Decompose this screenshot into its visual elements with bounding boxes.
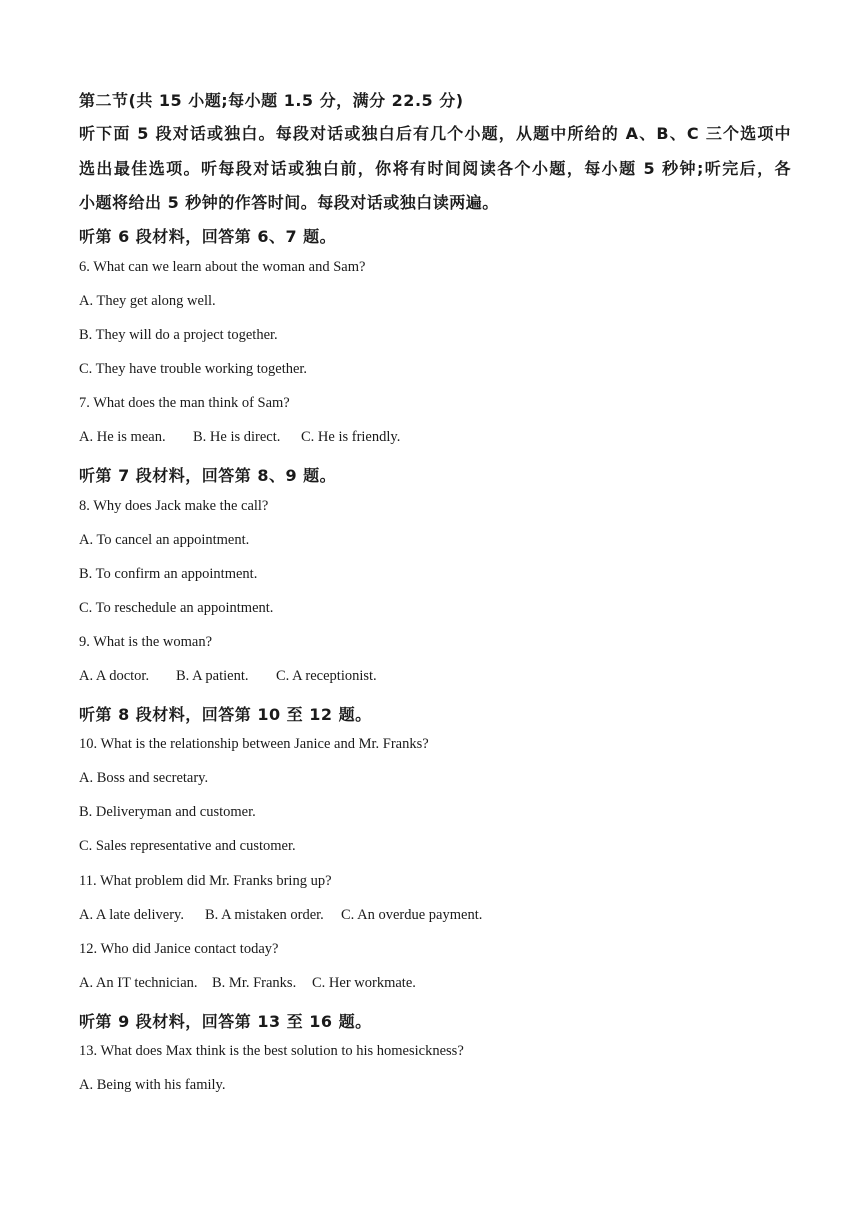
- q8-option-a: A. To cancel an appointment.: [79, 532, 250, 548]
- q11-stem: 11. What problem did Mr. Franks bring up?: [79, 873, 332, 889]
- q11-option-c: C. An overdue payment.: [341, 907, 483, 923]
- q6-option-c: C. They have trouble working together.: [79, 361, 308, 377]
- q10-stem: 10. What is the relationship between Janice and Mr. Franks?: [79, 736, 429, 752]
- q10-option-c: C. Sales representative and customer.: [79, 838, 296, 854]
- q10-option-b: B. Deliveryman and customer.: [79, 804, 256, 820]
- q13-option-a: A. Being with his family.: [79, 1077, 226, 1093]
- passage7-heading: 听第 7 段材料，回答第 8、9 题。: [79, 466, 337, 485]
- q11-option-b: B. A mistaken order.: [205, 907, 324, 923]
- q11-options: [79, 907, 482, 924]
- q9-option-a: A. A doctor.: [79, 668, 150, 684]
- q9-option-c: C. A receptionist.: [276, 668, 377, 684]
- instructions-line-3: 小题将给出 5 秒钟的作答时间。每段对话或独白读两遍。: [79, 193, 499, 212]
- q7-option-c: C. He is friendly.: [301, 429, 401, 445]
- q7-stem: 7. What does the man think of Sam?: [79, 395, 290, 411]
- q7-options: [79, 429, 400, 446]
- q9-stem: 9. What is the woman?: [79, 634, 213, 650]
- q10-option-a: A. Boss and secretary.: [79, 770, 209, 786]
- instructions-line-1: 听下面 5 段对话或独白。每段对话或独白后有几个小题，从题中所给的 A、B、C 三个选项中: [79, 124, 791, 143]
- q8-stem: 8. Why does Jack make the call?: [79, 498, 269, 514]
- passage9-heading: 听第 9 段材料，回答第 13 至 16 题。: [79, 1012, 372, 1031]
- q12-stem: 12. Who did Janice contact today?: [79, 941, 279, 957]
- q13-stem: 13. What does Max think is the best solution to his homesickness?: [79, 1043, 464, 1059]
- q6-stem: 6. What can we learn about the woman and Sam?: [79, 259, 366, 275]
- q7-option-a: A. He is mean.: [79, 429, 166, 445]
- q12-option-b: B. Mr. Franks.: [212, 975, 297, 991]
- q9-options: [79, 668, 377, 685]
- instructions-line-2: 选出最佳选项。听每段对话或独白前，你将有时间阅读各个小题，每小题 5 秒钟;听完后，各: [79, 159, 791, 178]
- passage8-heading: 听第 8 段材料，回答第 10 至 12 题。: [79, 705, 372, 724]
- q12-option-a: A. An IT technician.: [79, 975, 198, 991]
- q8-option-c: C. To reschedule an appointment.: [79, 600, 274, 616]
- q8-option-b: B. To confirm an appointment.: [79, 566, 258, 582]
- q11-option-a: A. A late delivery.: [79, 907, 184, 923]
- q6-option-b: B. They will do a project together.: [79, 327, 278, 343]
- q9-option-b: B. A patient.: [176, 668, 249, 684]
- section-title: 第二节(共 15 小题;每小题 1.5 分，满分 22.5 分): [79, 91, 464, 110]
- q7-option-b: B. He is direct.: [193, 429, 281, 445]
- q12-options: [79, 975, 416, 992]
- passage6-heading: 听第 6 段材料，回答第 6、7 题。: [79, 227, 337, 246]
- q6-option-a: A. They get along well.: [79, 293, 216, 309]
- q12-option-c: C. Her workmate.: [312, 975, 416, 991]
